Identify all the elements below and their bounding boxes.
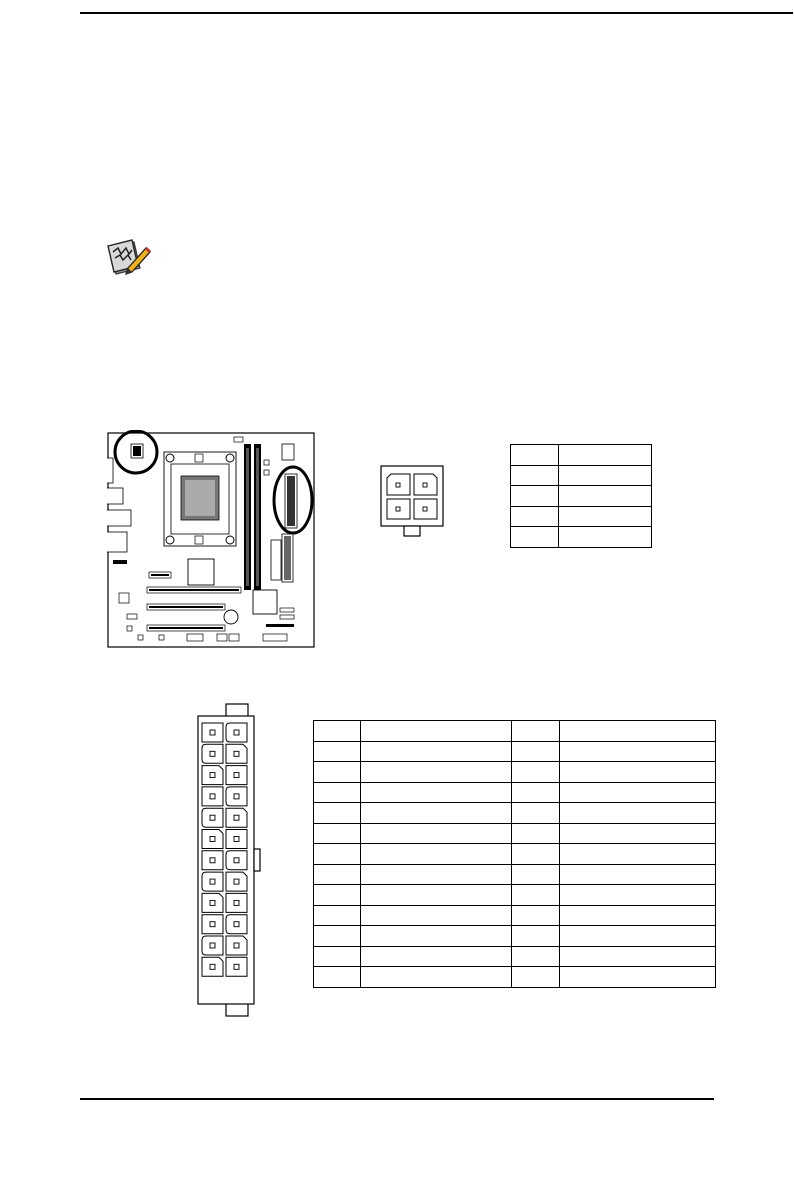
table-cell — [560, 741, 716, 762]
table-cell — [560, 946, 716, 967]
table-cell — [560, 905, 716, 926]
table-row — [314, 823, 716, 844]
table-cell — [560, 721, 716, 742]
table-cell — [512, 721, 560, 742]
table-cell — [361, 946, 512, 967]
table-row — [314, 926, 716, 947]
table-cell — [314, 885, 361, 906]
table-cell — [314, 967, 361, 988]
table-cell — [512, 741, 560, 762]
table-cell — [560, 926, 716, 947]
table-cell — [560, 844, 716, 865]
table-cell — [560, 823, 716, 844]
atx-12v-4pin-connector — [380, 465, 444, 537]
bottom-rule — [80, 1098, 714, 1100]
table-row — [314, 803, 716, 824]
table-row — [511, 506, 652, 527]
table-cell — [361, 762, 512, 783]
table-cell — [512, 864, 560, 885]
table-cell — [361, 885, 512, 906]
table-row — [511, 527, 652, 548]
table-row — [314, 721, 716, 742]
table-cell — [314, 926, 361, 947]
table-cell — [314, 844, 361, 865]
table-cell — [361, 782, 512, 803]
table-cell — [512, 905, 560, 926]
table-row — [511, 465, 652, 486]
table-cell — [314, 823, 361, 844]
table-cell — [314, 946, 361, 967]
atx-pin-table — [313, 720, 716, 988]
table-cell — [314, 864, 361, 885]
table-cell — [361, 721, 512, 742]
table-cell — [512, 803, 560, 824]
table-cell — [512, 926, 560, 947]
table-cell — [512, 762, 560, 783]
table-cell — [314, 762, 361, 783]
table-row — [314, 741, 716, 762]
table-row — [314, 967, 716, 988]
table-cell — [314, 782, 361, 803]
motherboard-layout-diagram — [107, 430, 315, 648]
table-cell — [560, 762, 716, 783]
table-row — [314, 762, 716, 783]
note-pencil-icon — [104, 238, 152, 278]
table-cell — [560, 782, 716, 803]
table-row — [314, 782, 716, 803]
table-row — [511, 445, 652, 466]
table-cell — [314, 803, 361, 824]
table-row — [314, 844, 716, 865]
top-rule — [80, 12, 793, 14]
table-cell — [512, 782, 560, 803]
table-cell — [512, 946, 560, 967]
table-cell — [361, 823, 512, 844]
table-cell — [560, 885, 716, 906]
table-cell — [314, 905, 361, 926]
atx-24pin-connector — [196, 703, 262, 1017]
table-cell — [512, 823, 560, 844]
table-cell — [361, 905, 512, 926]
table-cell — [512, 885, 560, 906]
atx12v-pin-table — [510, 444, 652, 548]
table-cell — [314, 721, 361, 742]
table-cell — [361, 803, 512, 824]
table-cell — [314, 741, 361, 762]
table-row — [314, 864, 716, 885]
table-cell — [560, 967, 716, 988]
table-cell — [560, 803, 716, 824]
table-cell — [361, 967, 512, 988]
table-cell — [361, 864, 512, 885]
table-cell — [512, 967, 560, 988]
table-cell — [560, 864, 716, 885]
table-cell — [361, 741, 512, 762]
table-row — [314, 905, 716, 926]
table-row — [314, 946, 716, 967]
table-cell — [361, 844, 512, 865]
table-row — [314, 885, 716, 906]
table-cell — [361, 926, 512, 947]
table-row — [511, 486, 652, 507]
table-cell — [512, 844, 560, 865]
